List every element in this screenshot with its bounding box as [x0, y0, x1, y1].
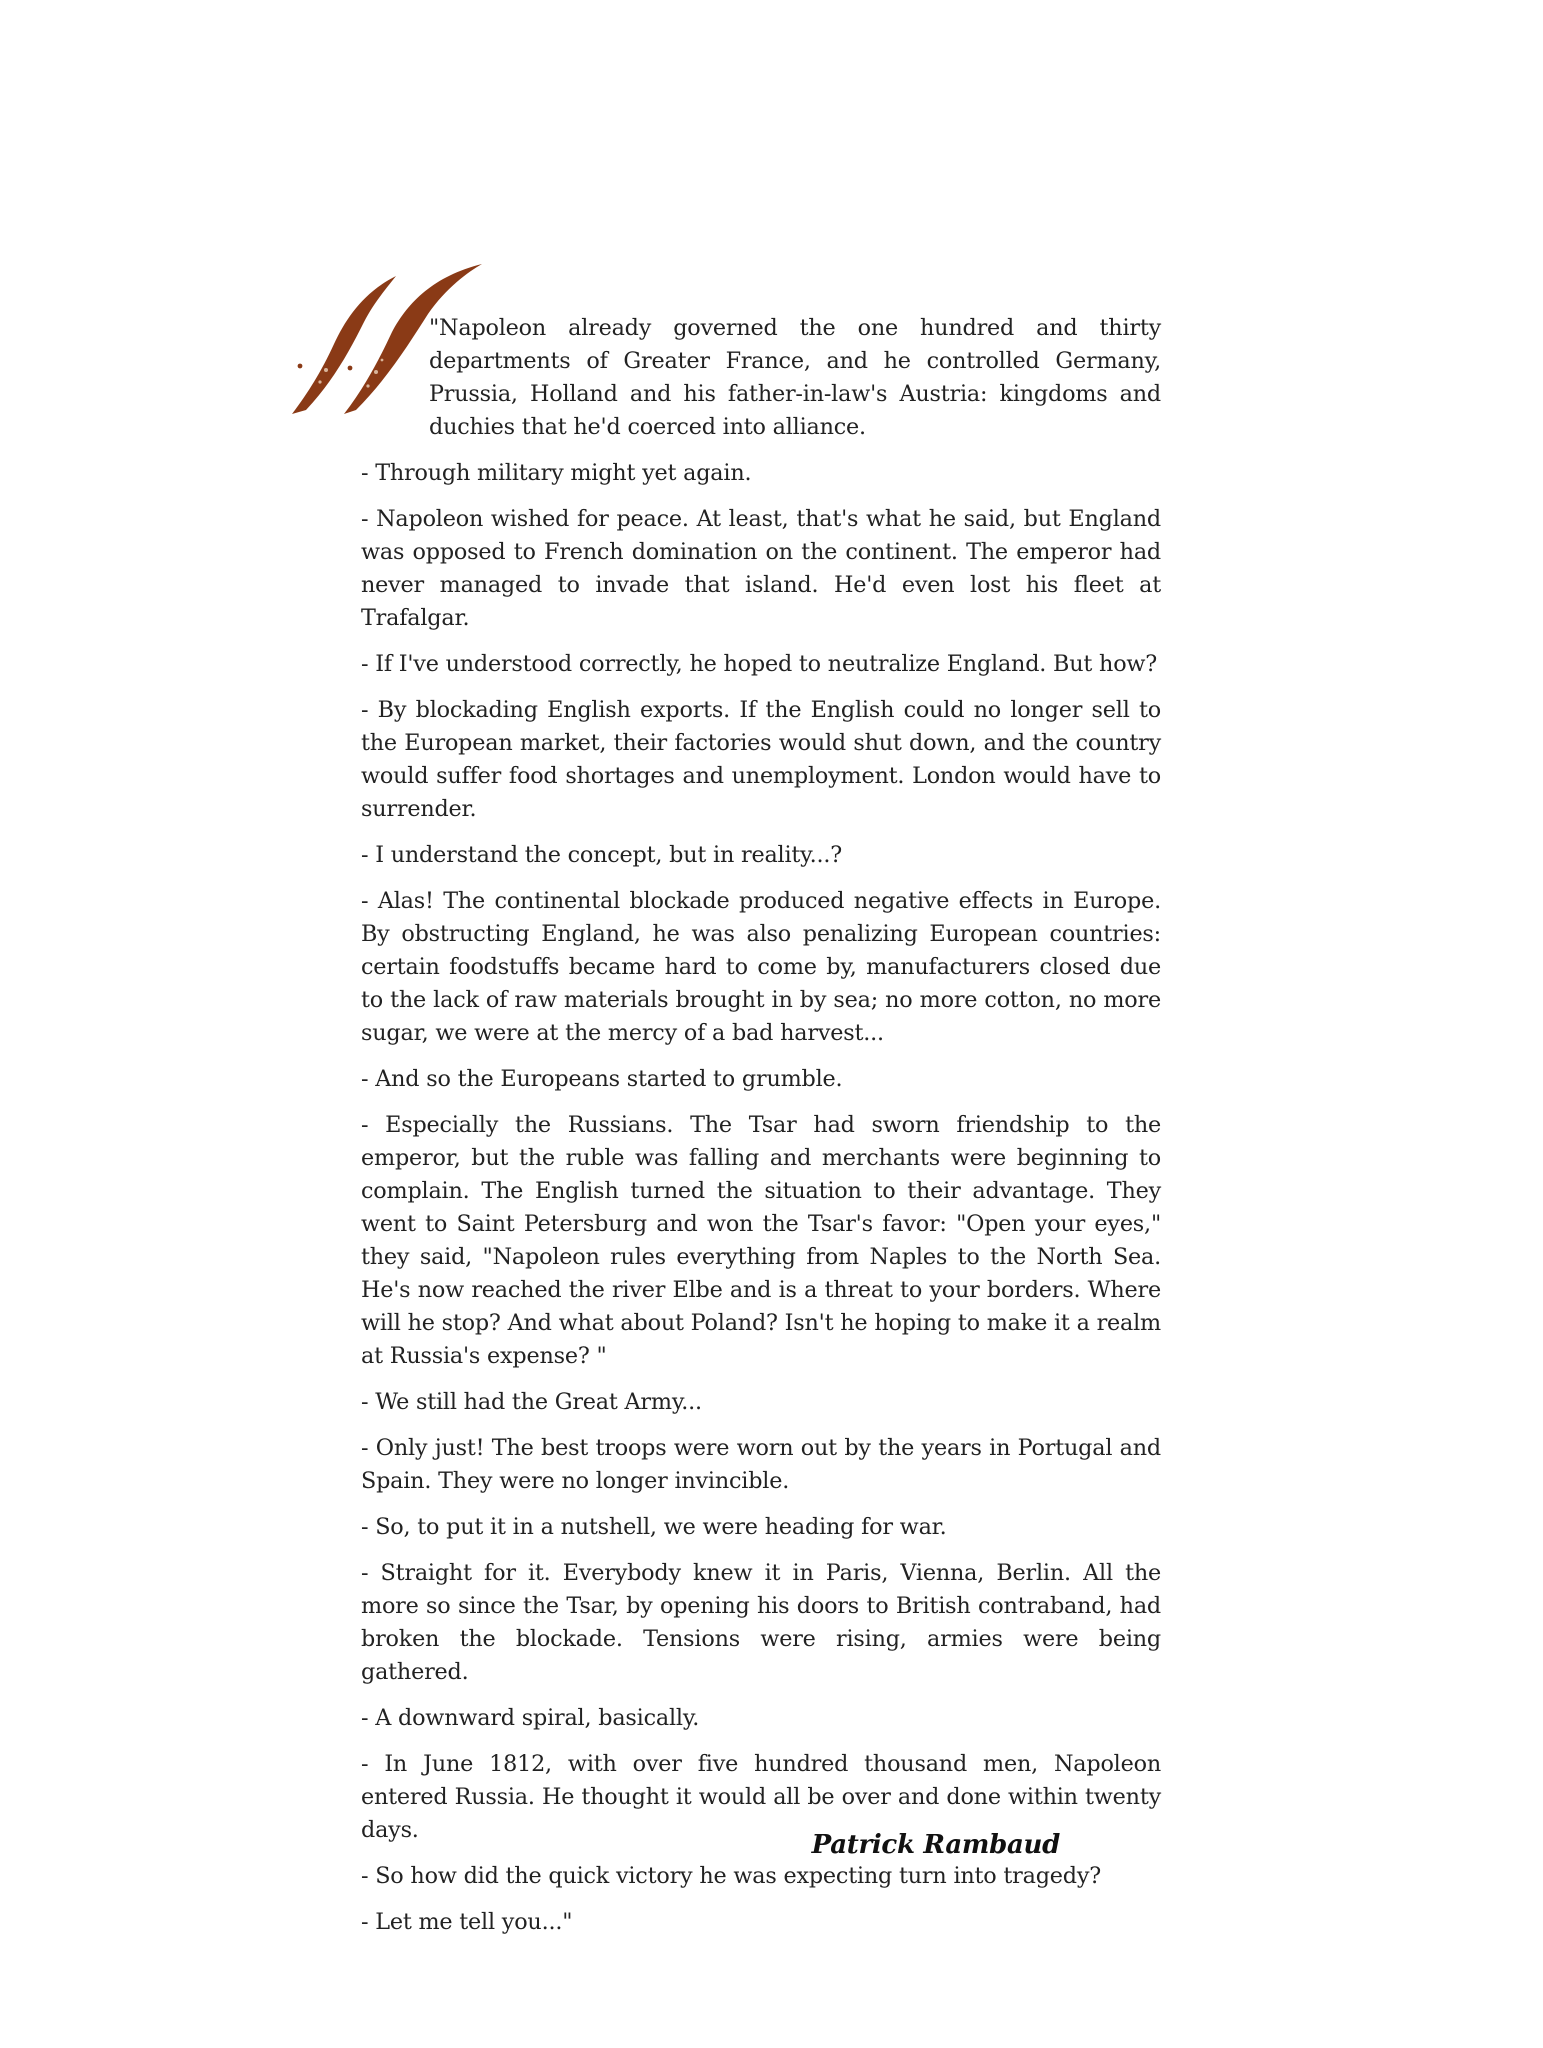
paragraph: - Only just! The best troops were worn out by the years in Portugal and Spain. They were no longer invincible. — [361, 1435, 1161, 1494]
author-signature: Patrick Rambaud — [811, 1830, 1060, 1860]
paragraph: - I understand the concept, but in reality...? — [361, 842, 843, 868]
paragraph: - Through military might yet again. — [361, 460, 752, 486]
paragraph: "Napoleon already governed the one hundred and thirty departments of Greater France, and he controlled Germany, Prussia, Holland and his father-in-law's Austria: kingdoms and duchies that he'd coerced into alliance. — [429, 315, 1161, 440]
paragraph: - By blockading English exports. If the English could no longer sell to the European market, their factories would shut down, and the country would suffer food shortages and unemployment. London would have to surrender. — [361, 697, 1161, 822]
paragraph: - So how did the quick victory he was expecting turn into tragedy? — [361, 1863, 1102, 1889]
paragraph: - Especially the Russians. The Tsar had sworn friendship to the emperor, but the ruble was falling and merchants were beginning to complain. The English turned the situation to their advantage. They went to Saint Petersburg and won the Tsar's favor: "Open your eyes," they said, "Napoleon rules everything from Naples to the North Sea. He's now reached the river Elbe and is a threat to your borders. Where will he stop? And what about Poland? Isn't he hoping to make it a realm at Russia's expense? " — [361, 1112, 1161, 1369]
paragraph: - We still had the Great Army... — [361, 1389, 702, 1415]
paragraph: - Alas! The continental blockade produced negative effects in Europe. By obstructing England, he was also penalizing European countries: certain foodstuffs became hard to come by, manufacturers closed due to the lack of raw materials brought in by sea; no more cotton, no more sugar, we were at the mercy of a bad harvest... — [361, 888, 1161, 1046]
paragraph: - Napoleon wished for peace. At least, that's what he said, but England was opposed to French domination on the continent. The emperor had never managed to invade that island. He'd even lost his fleet at Trafalgar. — [361, 506, 1161, 631]
quote-text — [361, 312, 1161, 1952]
paragraph: - If I've understood correctly, he hoped to neutralize England. But how? — [361, 651, 1158, 677]
paragraph: - In June 1812, with over five hundred thousand men, Napoleon entered Russia. He thought it would all be over and done within twenty days. — [361, 1751, 1161, 1843]
paragraph: - Straight for it. Everybody knew it in Paris, Vienna, Berlin. All the more so since the Tsar, by opening his doors to British contraband, had broken the blockade. Tensions were rising, armies were being gathered. — [361, 1560, 1161, 1685]
paragraph: - And so the Europeans started to grumble. — [361, 1066, 843, 1092]
paragraph: - So, to put it in a nutshell, we were heading for war. — [361, 1514, 947, 1540]
paragraph: - Let me tell you..." — [361, 1909, 573, 1935]
paragraph: - A downward spiral, basically. — [361, 1705, 700, 1731]
